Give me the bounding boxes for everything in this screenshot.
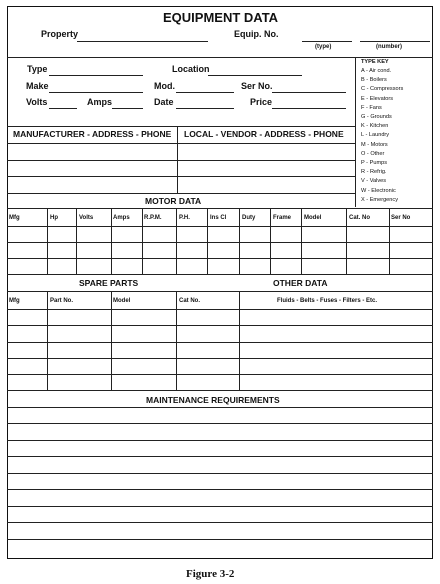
motor-col-divider: [142, 208, 143, 274]
make-label: Make: [26, 81, 49, 91]
other-data-heading: OTHER DATA: [273, 278, 328, 288]
address-top-rule: [7, 126, 356, 127]
spare-col-header: Mfg: [9, 298, 20, 304]
type-label: Type: [27, 64, 48, 74]
spare-col-divider: [111, 291, 112, 390]
type-key-item: K - Kitchen: [361, 123, 389, 130]
type-key-item: W - Electronic: [361, 187, 396, 194]
type-key-item: V - Valves: [361, 178, 387, 185]
motor-col-header: Hp: [50, 215, 58, 221]
local-vendor-heading: LOCAL - VENDOR - ADDRESS - PHONE: [184, 129, 344, 139]
maintenance-row-line[interactable]: [7, 456, 433, 457]
type-key-item: B - Boilers: [361, 77, 387, 84]
motor-row-line[interactable]: [7, 258, 433, 259]
type-key-heading: TYPE KEY: [361, 59, 389, 65]
spare-col-header: Cat No.: [179, 298, 200, 304]
type-key-item: A - Air cond.: [361, 68, 392, 74]
spare-header-rule: [7, 309, 433, 310]
motor-col-divider: [389, 208, 390, 274]
motor-col-header: Cat. No: [349, 215, 370, 221]
location-label: Location: [172, 64, 210, 74]
price-field[interactable]: [272, 108, 346, 109]
ser-no-label: Ser No.: [241, 81, 273, 91]
motor-table-top: [7, 208, 433, 209]
location-field[interactable]: [208, 75, 302, 76]
spare-row-line[interactable]: [7, 342, 433, 343]
spare-row-line[interactable]: [7, 325, 433, 326]
type-key-item: C - Compressors: [361, 86, 404, 93]
spare-table-top: [7, 291, 433, 292]
maintenance-row-line[interactable]: [7, 539, 433, 540]
type-key-item: L - Laundry: [361, 132, 390, 139]
price-label: Price: [250, 97, 273, 107]
motor-col-header: Duty: [242, 215, 256, 221]
motor-col-divider: [270, 208, 271, 274]
spare-col-divider: [47, 291, 48, 390]
volts-label: Volts: [26, 97, 48, 107]
amps-field[interactable]: [112, 108, 143, 109]
spare-col-header: Part No.: [50, 298, 74, 304]
motor-col-header: Mfg: [9, 215, 20, 221]
spare-row-line[interactable]: [7, 390, 433, 391]
spare-row-line[interactable]: [7, 374, 433, 375]
property-field[interactable]: [77, 41, 208, 42]
motor-col-divider: [301, 208, 302, 274]
amps-label: Amps: [87, 97, 113, 107]
motor-col-divider: [239, 208, 240, 274]
motor-col-header: Ins Cl: [210, 215, 227, 221]
date-label: Date: [154, 97, 174, 107]
motor-col-header: Frame: [273, 215, 292, 221]
address-row-line[interactable]: [7, 193, 356, 194]
motor-col-divider: [76, 208, 77, 274]
form-title: EQUIPMENT DATA: [163, 10, 279, 25]
motor-col-header: Amps: [113, 215, 130, 221]
maintenance-row-line[interactable]: [7, 473, 433, 474]
motor-header-rule: [7, 226, 433, 227]
motor-data-heading: MOTOR DATA: [145, 196, 202, 206]
maintenance-row-line[interactable]: [7, 522, 433, 523]
property-label: Property: [41, 29, 79, 39]
motor-row-line[interactable]: [7, 274, 433, 275]
motor-col-header: Volts: [79, 215, 94, 221]
number-sublabel: (number): [376, 44, 402, 50]
equip-type-field[interactable]: [302, 41, 352, 42]
motor-col-divider: [47, 208, 48, 274]
motor-row-line[interactable]: [7, 242, 433, 243]
make-field[interactable]: [49, 92, 143, 93]
header-divider: [7, 57, 433, 58]
spare-col-divider: [176, 291, 177, 390]
type-field[interactable]: [49, 75, 143, 76]
motor-col-divider: [176, 208, 177, 274]
type-key-item: M - Motors: [361, 141, 388, 148]
maintenance-heading: MAINTENANCE REQUIREMENTS: [146, 395, 280, 405]
type-key-item: P - Pumps: [361, 160, 388, 166]
motor-col-header: Model: [304, 215, 322, 221]
type-key-item: O - Other: [361, 150, 385, 157]
motor-col-header: R.P.M.: [144, 215, 162, 221]
maintenance-top-rule: [7, 407, 433, 408]
type-key-item: G - Grounds: [361, 114, 392, 120]
equip-number-field[interactable]: [360, 41, 430, 42]
type-key-item: X - Emergency: [361, 196, 398, 203]
address-row-line[interactable]: [7, 160, 356, 161]
motor-col-header: P.H.: [179, 215, 190, 221]
maintenance-row-line[interactable]: [7, 506, 433, 507]
type-key-divider: [355, 57, 356, 207]
maintenance-row-line[interactable]: [7, 489, 433, 490]
address-row-line[interactable]: [7, 176, 356, 177]
maintenance-row-line[interactable]: [7, 440, 433, 441]
address-row-line[interactable]: [7, 143, 356, 144]
spare-col-divider: [239, 291, 240, 390]
mod-field[interactable]: [176, 92, 234, 93]
type-key-item: R - Refrig.: [361, 169, 387, 176]
maintenance-row-line[interactable]: [7, 423, 433, 424]
motor-col-header: Ser No: [391, 215, 411, 221]
type-key-item: F - Fans: [361, 104, 382, 111]
volts-field[interactable]: [49, 108, 77, 109]
motor-col-divider: [207, 208, 208, 274]
spare-col-header: Model: [113, 298, 131, 304]
motor-col-divider: [346, 208, 347, 274]
ser-no-field[interactable]: [272, 92, 346, 93]
motor-col-divider: [111, 208, 112, 274]
date-field[interactable]: [176, 108, 234, 109]
figure-caption: Figure 3-2: [186, 568, 235, 580]
other-col-header: Fluids - Belts - Fuses - Filters - Etc.: [277, 298, 378, 304]
type-key-item: E - Elevators: [361, 95, 394, 102]
mod-label: Mod.: [154, 81, 175, 91]
equip-no-label: Equip. No.: [234, 29, 279, 39]
spare-parts-heading: SPARE PARTS: [79, 278, 139, 288]
type-sublabel: (type): [315, 44, 332, 50]
manufacturer-heading: MANUFACTURER - ADDRESS - PHONE: [13, 129, 172, 139]
spare-row-line[interactable]: [7, 358, 433, 359]
